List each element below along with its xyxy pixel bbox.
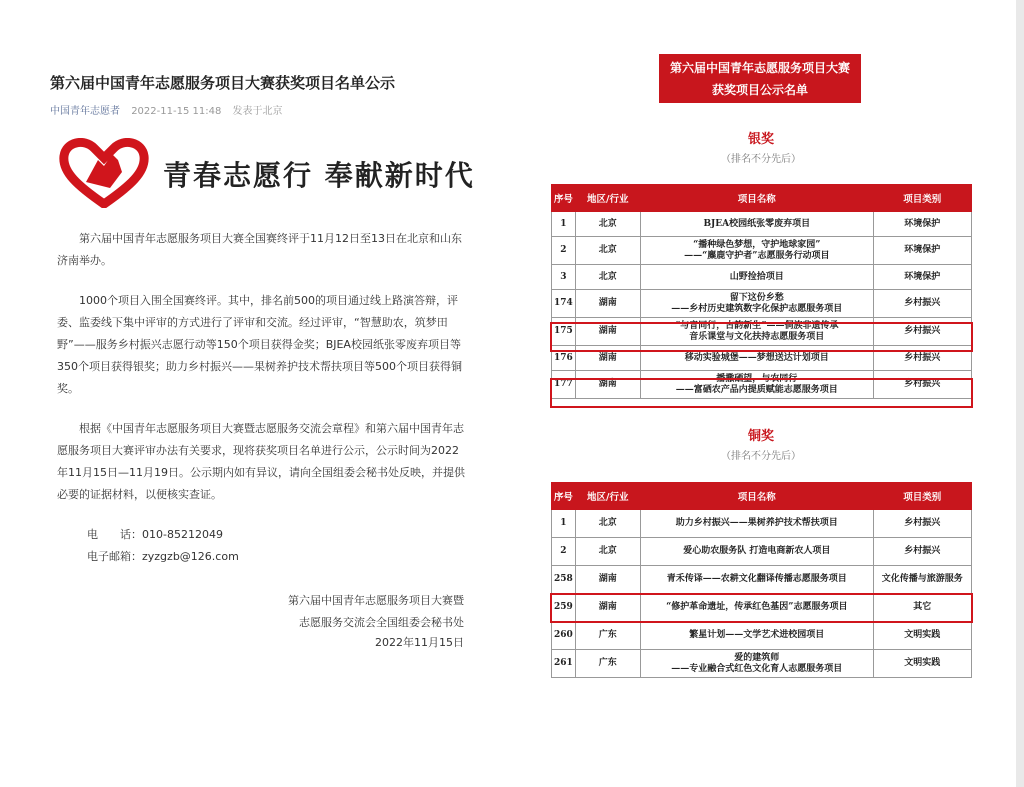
col-header-category: 项目类别 (873, 483, 971, 510)
row-name-line1: 爱的建筑师 (734, 652, 780, 663)
table-header-row (552, 483, 972, 510)
row-category: 环境保护 (873, 237, 971, 265)
silver-award-table (551, 184, 972, 399)
col-header-region: 地区/行业 (575, 483, 640, 510)
row-name-line1: 移动实验城堡——梦想送达计划项目 (684, 352, 829, 363)
row-no: 177 (552, 371, 576, 399)
row-name-line1: 留下这份乡愁 (729, 292, 784, 303)
source-link[interactable]: 中国青年志愿者 (50, 106, 120, 117)
paragraph-1: 第六届中国青年志愿服务项目大赛全国赛终评于11月12日至13日在北京和山东济南举办。 (57, 232, 462, 267)
row-region: 北京 (575, 212, 640, 237)
article-title: 第六届中国青年志愿服务项目大赛获奖项目名单公示 (50, 74, 396, 92)
row-name (640, 265, 873, 290)
row-category: 乡村振兴 (873, 318, 971, 346)
contact-email: 电子邮箱：zyzgzb@126.com (87, 550, 239, 563)
row-name-line1: “播种绿色梦想，守护地球家园” (693, 239, 821, 250)
row-name-line2: ——专业融合式红色文化育人志愿服务项目 (671, 663, 843, 674)
row-name-line1: “与音同行，古韵新生”——侗族非遗传承 (675, 320, 839, 331)
row-region: 湖南 (575, 371, 640, 399)
row-category: 文化传播与旅游服务 (873, 566, 971, 594)
list-header-line1: 第六届中国青年志愿服务项目大赛 (669, 61, 850, 75)
table-row (552, 566, 972, 594)
list-header-line2: 获奖项目公示名单 (711, 83, 808, 97)
row-category: 环境保护 (873, 212, 971, 237)
row-category: 环境保护 (873, 265, 971, 290)
col-header-name: 项目名称 (640, 185, 873, 212)
row-name-line2: ——富硒农产品内提质赋能志愿服务项目 (675, 384, 838, 395)
highlight-box-row-175 (550, 322, 973, 352)
table-row (552, 510, 972, 538)
right-border (1016, 0, 1024, 787)
bronze-award-table (551, 482, 972, 678)
row-name (640, 510, 873, 538)
table-row (552, 212, 972, 237)
row-name-line1: 青禾传译——农耕文化翻译传播志愿服务项目 (666, 574, 847, 584)
table-row (552, 622, 972, 650)
highlight-box-row-177 (550, 378, 973, 408)
row-region: 广东 (575, 622, 640, 650)
row-no: 259 (552, 594, 576, 622)
bronze-award-note: （排名不分先后） (721, 451, 801, 462)
row-no: 1 (552, 510, 576, 538)
row-name-line1: 播撒硒望，与农同行 (716, 373, 798, 384)
row-name (640, 212, 873, 237)
row-name (640, 650, 873, 678)
row-no: 258 (552, 566, 576, 594)
row-name (640, 566, 873, 594)
row-region: 湖南 (575, 594, 640, 622)
col-header-name: 项目名称 (640, 483, 873, 510)
row-name-line1: BJEA校园纸张零废弃项目 (703, 218, 811, 229)
table-row (552, 237, 972, 265)
row-region: 湖南 (575, 318, 640, 346)
table-row (552, 650, 972, 678)
paragraph-3: 根据《中国青年志愿服务项目大赛暨志愿服务交流会章程》和第六届中国青年志愿服务项目大赛评审办法有关要求，现将获奖项目名单进行公示，公示时间为2022年11月15日—11月19日。公示期内如有异议，请向全国组委会秘书处反映，并提供必要的证据材料，以便核实查证。 (57, 422, 465, 501)
row-region: 湖南 (575, 346, 640, 371)
row-name-line1: 助力乡村振兴——果树养护技术帮扶项目 (675, 518, 838, 528)
row-category: 其它 (873, 594, 971, 622)
row-no: 260 (552, 622, 576, 650)
banner (58, 138, 475, 208)
publish-location: 发表于北京 (232, 106, 283, 117)
volunteer-heart-hand-icon (58, 138, 150, 208)
col-header-no: 序号 (552, 185, 576, 212)
silver-award-note: （排名不分先后） (721, 154, 801, 165)
row-category: 文明实践 (873, 650, 971, 678)
row-name (640, 290, 873, 318)
row-region: 北京 (575, 538, 640, 566)
list-header-box (659, 54, 861, 103)
table-row (552, 290, 972, 318)
row-no: 1 (552, 212, 576, 237)
row-category: 乡村振兴 (873, 538, 971, 566)
table-row (552, 265, 972, 290)
row-region: 北京 (575, 510, 640, 538)
row-name-line2: ——“麋鹿守护者”志愿服务行动项目 (684, 250, 830, 261)
row-name-line1: “修护革命遗址，传承红色基因”志愿服务项目 (666, 602, 848, 612)
table-row (552, 538, 972, 566)
row-name (640, 622, 873, 650)
row-category: 乡村振兴 (873, 371, 971, 399)
row-name-line1: 山野捡拾项目 (729, 271, 784, 282)
banner-slogan: 青春志愿行 奉献新时代 (163, 159, 475, 192)
row-no: 2 (552, 237, 576, 265)
row-region: 湖南 (575, 290, 640, 318)
row-name-line1: 繁星计划——文学艺术进校园项目 (689, 630, 825, 640)
paragraph-2: 1000个项目入围全国赛终评。其中，排名前500的项目通过线上路演答辩，评委、监委线下集中评审的方式进行了评审和交流。经过评审，“智慧助农，筑梦田野”——服务乡村振兴志愿行动等150个项目获得金奖；BJEA校园纸张零废弃项目等350个项目获得银奖；助力乡村振兴——果树养护技术帮扶项目等500个项目获得铜奖。 (57, 294, 462, 395)
row-no: 261 (552, 650, 576, 678)
row-category: 文明实践 (873, 622, 971, 650)
signature-date: 2022年11月15日 (375, 636, 464, 649)
row-region: 北京 (575, 265, 640, 290)
silver-award-title: 银奖 (747, 132, 774, 147)
row-region: 北京 (575, 237, 640, 265)
publish-datetime: 2022-11-15 11:48 (131, 106, 222, 117)
signature-org-line2: 志愿服务交流会全国组委会秘书处 (299, 616, 464, 629)
row-category: 乡村振兴 (873, 290, 971, 318)
row-no: 175 (552, 318, 576, 346)
col-header-no: 序号 (552, 483, 576, 510)
contact-phone: 电 话：010-85212049 (87, 528, 223, 541)
row-region: 湖南 (575, 566, 640, 594)
row-region: 广东 (575, 650, 640, 678)
row-category: 乡村振兴 (873, 346, 971, 371)
signature-org-line1: 第六届中国青年志愿服务项目大赛暨 (288, 594, 464, 607)
row-category: 乡村振兴 (873, 510, 971, 538)
row-no: 2 (552, 538, 576, 566)
highlight-box-row-259 (550, 593, 973, 623)
row-no: 176 (552, 346, 576, 371)
row-no: 174 (552, 290, 576, 318)
article-meta (50, 102, 283, 117)
row-name-line2: 音乐课堂与文化扶持志愿服务项目 (689, 331, 825, 342)
col-header-category: 项目类别 (873, 185, 971, 212)
row-name-line1: 爱心助农服务队 打造电商新农人项目 (683, 546, 831, 556)
row-name (640, 237, 873, 265)
table-header-row (552, 185, 972, 212)
col-header-region: 地区/行业 (575, 185, 640, 212)
bronze-award-title: 铜奖 (747, 429, 774, 444)
row-name-line2: ——乡村历史建筑数字化保护志愿服务项目 (671, 303, 843, 314)
row-no: 3 (552, 265, 576, 290)
row-name (640, 538, 873, 566)
